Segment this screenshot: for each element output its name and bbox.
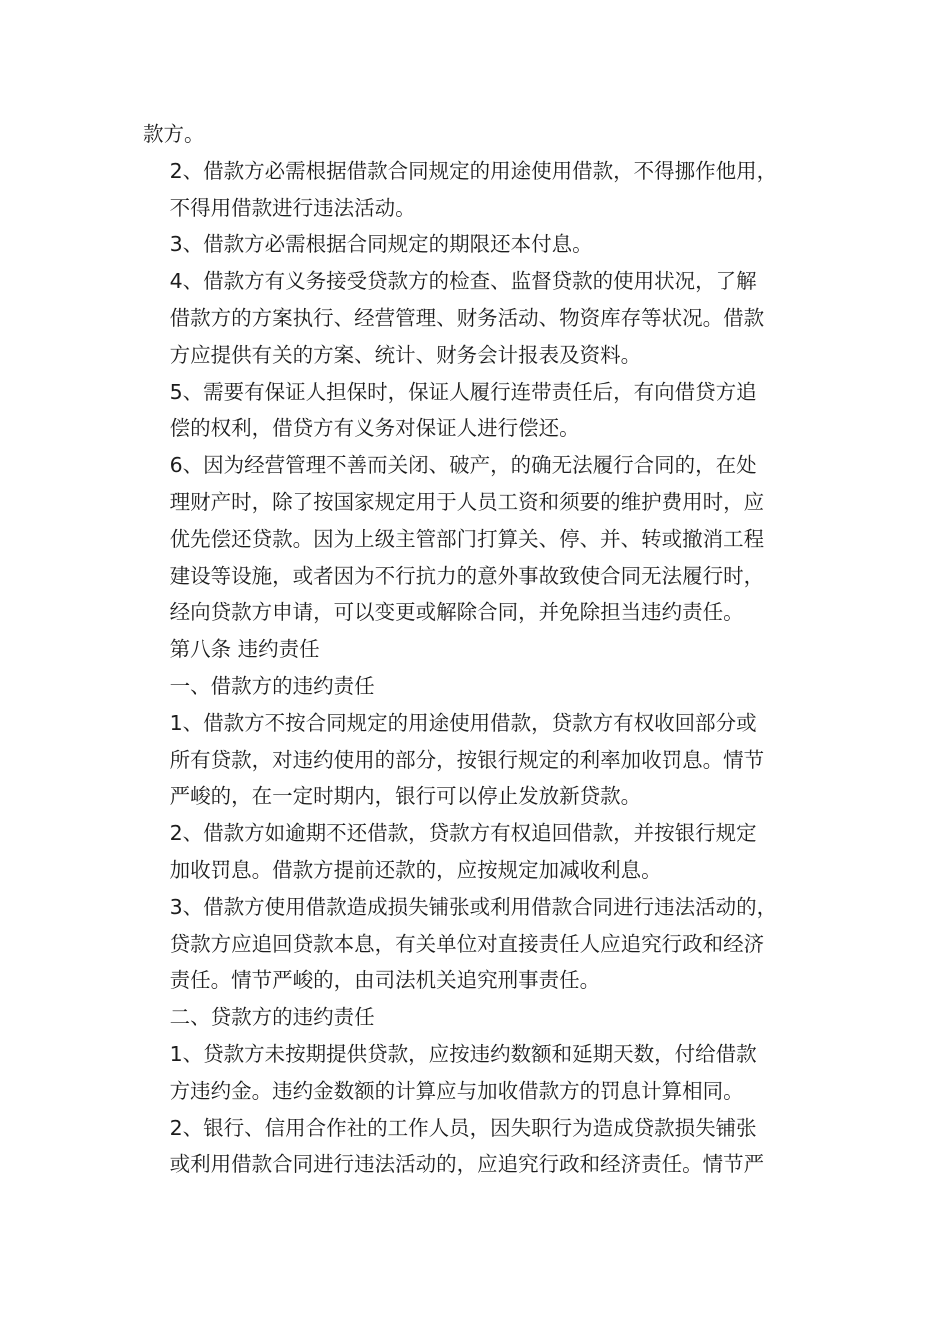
text-line: 贷款方应追回贷款本息，有关单位对直接责任人应追究行政和经济 (169, 931, 765, 956)
text-line: 3、借款方使用借款造成损失铺张或利用借款合同进行违法活动的， (169, 894, 778, 919)
text-line: 2、银行、信用合作社的工作人员，因失职行为造成贷款损失铺张 (169, 1115, 757, 1140)
paragraph (143, 815, 825, 889)
paragraph (143, 447, 825, 631)
text-line: 二、贷款方的违约责任 (169, 1005, 375, 1030)
paragraph (143, 116, 825, 153)
paragraph (143, 226, 825, 263)
paragraph (143, 999, 825, 1036)
text-line: 理财产时，除了按国家规定用于人员工资和须要的维护费用时，应 (169, 489, 765, 514)
paragraph (143, 668, 825, 705)
text-line: 6、因为经营管理不善而关闭、破产，的确无法履行合同的，在处 (169, 453, 757, 478)
text-line: 2、借款方如逾期不还借款，贷款方有权追回借款，并按银行规定 (169, 821, 757, 846)
text-line: 严峻的，在一定时期内，银行可以停止发放新贷款。 (169, 784, 642, 809)
text-line: 4、借款方有义务接受贷款方的检查、监督贷款的使用状况，了解 (169, 269, 757, 294)
text-line: 加收罚息。借款方提前还款的，应按规定加减收利息。 (169, 857, 662, 882)
text-line: 优先偿还贷款。因为上级主管部门打算关、停、并、转或撤消工程 (169, 526, 765, 551)
text-line: 不得用借款进行违法活动。 (169, 195, 416, 220)
paragraph (143, 705, 825, 815)
text-line: 款方。 (143, 122, 205, 146)
text-line: 借款方的方案执行、经营管理、财务活动、物资库存等状况。借款 (169, 305, 765, 330)
paragraph (143, 631, 825, 668)
text-line: 责任。情节严峻的，由司法机关追究刑事责任。 (169, 968, 601, 993)
paragraph (143, 153, 825, 227)
text-line: 1、贷款方未按期提供贷款，应按违约数额和延期天数，付给借款 (169, 1041, 757, 1066)
text-line: 一、借款方的违约责任 (169, 673, 375, 698)
text-line: 建设等设施，或者因为不行抗力的意外事故致使合同无法履行时， (169, 563, 765, 588)
text-line: 经向贷款方申请，可以变更或解除合同，并免除担当违约责任。 (169, 600, 744, 625)
document-body (143, 116, 825, 1183)
text-line: 2、借款方必需根据借款合同规定的用途使用借款，不得挪作他用， (169, 158, 778, 183)
text-line: 1、借款方不按合同规定的用途使用借款，贷款方有权收回部分或 (169, 710, 757, 735)
text-line: 方违约金。违约金数额的计算应与加收借款方的罚息计算相同。 (169, 1078, 744, 1103)
text-line: 3、借款方必需根据合同规定的期限还本付息。 (169, 232, 593, 257)
paragraph (143, 1036, 825, 1110)
text-line: 方应提供有关的方案、统计、财务会计报表及资料。 (169, 342, 642, 367)
text-line: 或利用借款合同进行违法活动的，应追究行政和经济责任。情节严 (169, 1152, 765, 1177)
text-line: 5、需要有保证人担保时，保证人履行连带责任后，有向借贷方追 (169, 379, 757, 404)
paragraph (143, 263, 825, 373)
paragraph (143, 889, 825, 999)
paragraph (143, 1110, 825, 1184)
text-line: 偿的权利，借贷方有义务对保证人进行偿还。 (169, 416, 580, 441)
text-line: 第八条 违约责任 (169, 637, 320, 662)
text-line: 所有贷款，对违约使用的部分，按银行规定的利率加收罚息。情节 (169, 747, 765, 772)
paragraph (143, 374, 825, 448)
